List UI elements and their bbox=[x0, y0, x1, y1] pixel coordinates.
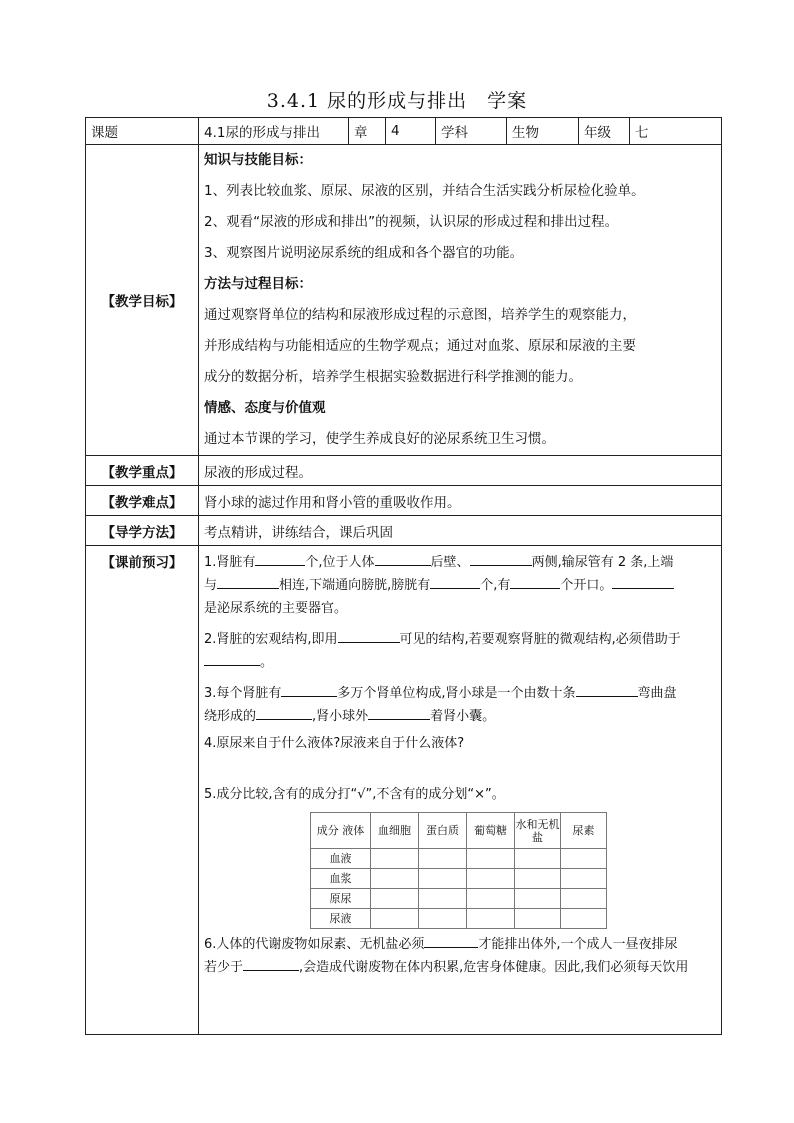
question-6: 6.人体的代谢废物如尿素、无机盐必须 才能排出体外,一个成人一昼夜排尿 若少于 ,会造成代谢废物在体内积累,危害身体健康。因此,我们必须每天饮用 bbox=[204, 933, 716, 979]
answer-blank[interactable] bbox=[470, 552, 532, 566]
answer-blank[interactable] bbox=[430, 575, 480, 589]
answer-cell[interactable] bbox=[419, 849, 467, 869]
grade-value: 七 bbox=[630, 118, 722, 145]
answer-blank[interactable] bbox=[281, 683, 337, 697]
column-header: 葡萄糖 bbox=[467, 813, 515, 849]
answer-blank[interactable] bbox=[217, 575, 279, 589]
subject-value: 4.1尿的形成与排出 bbox=[199, 118, 349, 145]
chapter-value: 4 bbox=[386, 118, 436, 145]
answer-cell[interactable] bbox=[515, 889, 561, 909]
row-header: 血液 bbox=[311, 849, 371, 869]
difficulty-text: 肾小球的滤过作用和肾小管的重吸收作用。 bbox=[199, 486, 722, 516]
answer-blank[interactable] bbox=[256, 706, 312, 720]
answer-cell[interactable] bbox=[371, 889, 419, 909]
answer-blank[interactable] bbox=[338, 629, 400, 643]
answer-blank[interactable] bbox=[510, 575, 560, 589]
preview-label: 【课前预习】 bbox=[86, 546, 199, 1035]
answer-cell[interactable] bbox=[467, 869, 515, 889]
key-label: 【教学重点】 bbox=[86, 456, 199, 486]
difficulty-label: 【教学难点】 bbox=[86, 486, 199, 516]
answer-blank[interactable] bbox=[255, 552, 305, 566]
objective-text: 成分的数据分析，培养学生根据实验数据进行科学推测的能力。 bbox=[204, 369, 582, 385]
column-header: 水和无机盐 bbox=[515, 813, 561, 849]
subject-key: 课题 bbox=[86, 118, 199, 145]
table-row bbox=[311, 889, 607, 909]
component-header-row bbox=[311, 813, 607, 849]
answer-cell[interactable] bbox=[515, 869, 561, 889]
objective-item: 3、观察图片说明泌尿系统的组成和各个器官的功能。 bbox=[204, 245, 524, 261]
row-header: 尿液 bbox=[311, 909, 371, 929]
column-header: 尿素 bbox=[561, 813, 607, 849]
header-row bbox=[86, 118, 722, 145]
table-row bbox=[311, 909, 607, 929]
objective-text: 并形成结构与功能相适应的生物学观点；通过对血浆、原尿和尿液的主要 bbox=[204, 338, 636, 354]
answer-blank[interactable] bbox=[612, 575, 674, 589]
answer-cell[interactable] bbox=[561, 909, 607, 929]
answer-blank[interactable] bbox=[375, 552, 431, 566]
answer-cell[interactable] bbox=[561, 889, 607, 909]
question-1: 1.肾脏有 个,位于人体 后壁、 两侧,输尿管有 2 条,上端 与 相连,下端通向膀胱,膀胱有 个,有 个开口。 是泌尿系统的主要器官。 bbox=[204, 551, 716, 620]
discipline-key: 学科 bbox=[436, 118, 507, 145]
row-header: 血浆 bbox=[311, 869, 371, 889]
objectives-row bbox=[86, 145, 722, 456]
answer-blank[interactable] bbox=[243, 957, 299, 971]
answer-cell[interactable] bbox=[467, 889, 515, 909]
question-5: 5.成分比较,含有的成分打“√”,不含有的成分划“×”。 bbox=[204, 787, 505, 802]
answer-cell[interactable] bbox=[371, 849, 419, 869]
question-3: 3.每个肾脏有 多万个肾单位构成,肾小球是一个由数十条 弯曲盘 绕形成的 ,肾小球外 着肾小囊。 bbox=[204, 682, 716, 728]
answer-cell[interactable] bbox=[371, 869, 419, 889]
objective-heading: 情感、态度与价值观 bbox=[204, 400, 326, 416]
answer-blank[interactable] bbox=[204, 652, 260, 666]
answer-cell[interactable] bbox=[515, 909, 561, 929]
objective-item: 1、列表比较血浆、原尿、尿液的区别，并结合生活实践分析尿检化验单。 bbox=[204, 183, 645, 199]
objectives-label: 【教学目标】 bbox=[86, 145, 199, 456]
answer-cell[interactable] bbox=[419, 889, 467, 909]
table-row bbox=[311, 849, 607, 869]
objectives-content bbox=[199, 145, 722, 456]
difficulty-row bbox=[86, 486, 722, 516]
grade-key: 年级 bbox=[579, 118, 630, 145]
question-2: 2.肾脏的宏观结构,即用 可见的结构,若要观察肾脏的微观结构,必须借助于 。 bbox=[204, 628, 716, 674]
question-4: 4.原尿来自于什么液体?尿液来自于什么液体? bbox=[204, 736, 465, 751]
component-table bbox=[310, 812, 607, 929]
column-header: 蛋白质 bbox=[419, 813, 467, 849]
answer-cell[interactable] bbox=[419, 869, 467, 889]
answer-cell[interactable] bbox=[467, 909, 515, 929]
objective-item: 2、观看“尿液的形成和排出”的视频，认识尿的形成过程和排出过程。 bbox=[204, 214, 619, 230]
answer-cell[interactable] bbox=[515, 849, 561, 869]
method-label: 【导学方法】 bbox=[86, 516, 199, 546]
chapter-key: 章 bbox=[349, 118, 386, 145]
key-row bbox=[86, 456, 722, 486]
method-row bbox=[86, 516, 722, 546]
preview-row bbox=[86, 546, 722, 1035]
answer-blank[interactable] bbox=[368, 706, 430, 720]
row-header: 原尿 bbox=[311, 889, 371, 909]
objective-heading: 知识与技能目标： bbox=[204, 152, 312, 168]
answer-cell[interactable] bbox=[561, 849, 607, 869]
answer-cell[interactable] bbox=[561, 869, 607, 889]
table-row bbox=[311, 869, 607, 889]
page-title: 3.4.1 尿的形成与排出 学案 bbox=[266, 90, 528, 112]
objective-text: 通过观察肾单位的结构和尿液形成过程的示意图，培养学生的观察能力， bbox=[204, 307, 636, 323]
table-corner: 成分 液体 bbox=[311, 813, 371, 849]
answer-cell[interactable] bbox=[467, 849, 515, 869]
method-text: 考点精讲，讲练结合，课后巩固 bbox=[199, 516, 722, 546]
key-text: 尿液的形成过程。 bbox=[199, 456, 722, 486]
answer-cell[interactable] bbox=[371, 909, 419, 929]
answer-blank[interactable] bbox=[424, 934, 478, 948]
lesson-table bbox=[85, 117, 722, 1035]
objective-heading: 方法与过程目标： bbox=[204, 276, 312, 292]
answer-cell[interactable] bbox=[419, 909, 467, 929]
column-header: 血细胞 bbox=[371, 813, 419, 849]
answer-blank[interactable] bbox=[576, 683, 638, 697]
objective-text: 通过本节课的学习，使学生养成良好的泌尿系统卫生习惯。 bbox=[204, 431, 555, 447]
preview-content bbox=[199, 546, 722, 1035]
discipline-value: 生物 bbox=[507, 118, 579, 145]
